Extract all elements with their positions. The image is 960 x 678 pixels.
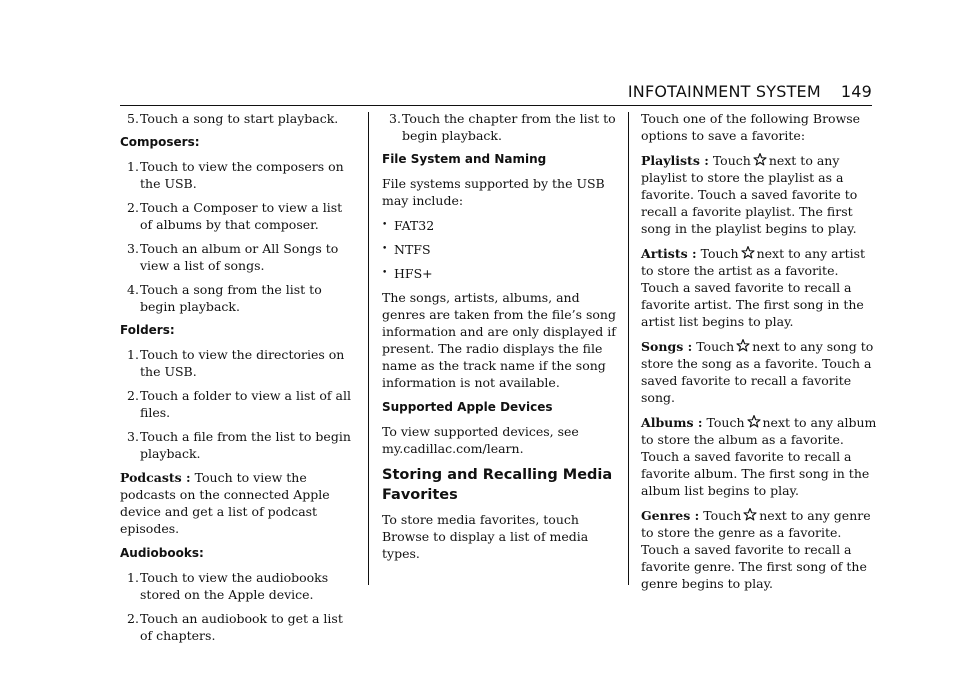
file-system-list — [382, 217, 618, 282]
list-item: 3. Touch a file from the list to begin playback. — [127, 429, 351, 461]
page-number: 149 — [840, 82, 872, 101]
favorite-star-icon — [742, 507, 758, 522]
storing-favorites-heading: Storing and Recalling Media Favorites — [382, 467, 613, 503]
favorite-star-icon — [735, 338, 751, 353]
audiobooks-list — [120, 569, 356, 644]
list-item: 4. Touch a song from the list to begin playback. — [127, 282, 322, 314]
list-item: • FAT32 — [382, 218, 435, 233]
audiobooks-heading: Audiobooks: — [120, 546, 204, 560]
playlists-paragraph: Playlists : Touch next to any playlist to store the playlist as a favorite. Touch a saved favorite to recall a favorite playlist. The first song in the playlist begins to play. — [641, 153, 858, 236]
list-item: 1. Touch to view the composers on the USB. — [127, 159, 344, 191]
bullet-icon: • — [382, 220, 388, 230]
storing-favorites-paragraph: To store media favorites, touch Browse to display a list of media types. — [382, 512, 589, 561]
list-item: 2. Touch a Composer to view a list of albums by that composer. — [127, 200, 343, 232]
column-divider — [628, 112, 629, 585]
folders-heading: Folders: — [120, 323, 175, 337]
bullet-icon: • — [382, 268, 388, 278]
running-header — [628, 82, 872, 101]
browse-intro: Touch one of the following Browse options to save a favorite: — [641, 111, 861, 143]
list-item: • HFS+ — [382, 266, 433, 281]
column-divider — [368, 112, 369, 585]
artists-paragraph: Artists : Touch next to any artist to store the artist as a favorite. Touch a saved favorite to recall a favorite artist. The first song in the artist list begins to play. — [641, 246, 866, 329]
list-item: 1. Touch to view the audiobooks stored on the Apple device. — [127, 570, 329, 602]
list-item: 2. Touch an audiobook to get a list of chapters. — [127, 611, 343, 643]
list-item: 5. Touch a song to start playback. — [127, 111, 339, 126]
albums-paragraph: Albums : Touch next to any album to store the album as a favorite. Touch a saved favorite to recall a favorite album. The first song in the album list begins to play. — [641, 415, 877, 498]
genres-paragraph: Genres : Touch next to any genre to store the genre as a favorite. Touch a saved favorite to recall a favorite genre. The first song of the genre begins to play. — [641, 508, 871, 591]
file-naming-paragraph: The songs, artists, albums, and genres are taken from the file’s song information and are only displayed if present. The radio displays the file name as the track name if the song information is not available. — [382, 290, 616, 390]
column-3 — [641, 110, 877, 600]
list-item: 3. Touch the chapter from the list to begin playback. — [389, 111, 616, 143]
composers-heading: Composers: — [120, 135, 200, 149]
section-title: INFOTAINMENT SYSTEM — [627, 82, 821, 101]
list-item: 3. Touch an album or All Songs to view a list of songs. — [127, 241, 339, 273]
file-system-intro: File systems supported by the USB may include: — [382, 176, 605, 208]
list-item: • NTFS — [382, 242, 431, 257]
bullet-icon: • — [382, 244, 388, 254]
column-1 — [120, 110, 356, 651]
favorite-star-icon — [752, 152, 768, 167]
column-2 — [382, 110, 618, 570]
apple-devices-heading: Supported Apple Devices — [382, 400, 553, 414]
header-rule — [120, 105, 872, 106]
favorite-star-icon — [740, 245, 756, 260]
list-item: 2. Touch a folder to view a list of all files. — [127, 388, 351, 420]
list-item: 1. Touch to view the directories on the USB. — [127, 347, 345, 379]
songs-paragraph: Songs : Touch next to any song to store the song as a favorite. Touch a saved favorite to recall a favorite song. — [641, 339, 874, 405]
composers-list — [120, 158, 356, 315]
folders-list — [120, 346, 356, 462]
favorite-star-icon — [746, 414, 762, 429]
file-system-heading: File System and Naming — [382, 152, 547, 166]
podcasts-paragraph: Podcasts : Touch to view the podcasts on the connected Apple device and get a list of podcast episodes. — [120, 470, 330, 536]
apple-devices-paragraph: To view supported devices, see my.cadillac.com/learn. — [382, 424, 579, 456]
